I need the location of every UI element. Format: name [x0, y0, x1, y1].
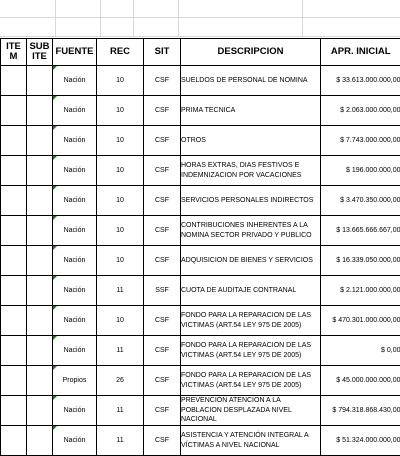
cell-sit[interactable]: [144, 306, 181, 336]
cell-apr-inicial[interactable]: [321, 366, 400, 396]
cell-descripcion-text: FONDO PARA LA REPARACION DE LAS VICTIMAS (ART.54 LEY 975 DE 2005): [181, 372, 311, 389]
table-row: [1, 276, 400, 306]
grid-line: [178, 0, 179, 36]
comment-indicator-icon: [53, 156, 57, 160]
cell-sit-text: CSF: [155, 407, 169, 414]
cell-apr-inicial[interactable]: [321, 426, 400, 456]
cell-apr-inicial-text: $ 13.665.666.667,00: [336, 227, 400, 234]
cell-descripcion[interactable]: [181, 396, 321, 426]
table-row: [1, 246, 400, 276]
cell-rec-text: 26: [116, 377, 124, 384]
cell-sit-text: CSF: [155, 377, 169, 384]
cell-sit[interactable]: [144, 246, 181, 276]
cell-descripcion[interactable]: [181, 126, 321, 156]
comment-indicator-icon: [53, 66, 57, 70]
cell-apr-inicial[interactable]: [321, 336, 400, 366]
cell-fuente-text: Nación: [64, 77, 86, 84]
cell-sit[interactable]: [144, 126, 181, 156]
cell-subitem[interactable]: [27, 366, 53, 396]
cell-subitem[interactable]: [27, 186, 53, 216]
cell-descripcion-text: ADQUISICION DE BIENES Y SERVICIOS: [181, 257, 313, 264]
cell-descripcion-text: ASISTENCIA Y ATENCIÓN INTEGRAL A VÍCTIMAS A NIVEL NACIONAL: [181, 432, 308, 449]
cell-fuente-text: Nación: [64, 227, 86, 234]
cell-apr-inicial-text: $ 7.743.000.000,00: [340, 137, 400, 144]
cell-apr-inicial-text: $ 3.470.350.000,00: [340, 197, 400, 204]
cell-sit[interactable]: [144, 426, 181, 456]
cell-rec-text: 10: [116, 227, 124, 234]
cell-rec[interactable]: [97, 366, 144, 396]
cell-rec-text: 10: [116, 77, 124, 84]
cell-rec-text: 10: [116, 137, 124, 144]
cell-fuente[interactable]: [53, 186, 97, 216]
cell-sit-text: CSF: [155, 347, 169, 354]
cell-sit[interactable]: [144, 216, 181, 246]
grid-line: [0, 36, 400, 37]
comment-indicator-icon: [53, 216, 57, 220]
table-row: [1, 126, 400, 156]
grid-line: [55, 0, 56, 36]
table-row: [1, 396, 400, 426]
cell-descripcion-text: FONDO PARA LA REPARACION DE LAS VICTIMAS (ART.54 LEY 975 DE 2005): [181, 342, 311, 359]
cell-sit-text: CSF: [155, 257, 169, 264]
comment-indicator-icon: [53, 336, 57, 340]
cell-descripcion[interactable]: [181, 96, 321, 126]
grid-line: [100, 0, 101, 36]
cell-descripcion-text: PREVENCIÓN ATENCION A LA POBLACION DESPLAZADA NIVEL NACIONAL: [181, 397, 292, 423]
cell-sit[interactable]: [144, 96, 181, 126]
cell-fuente[interactable]: [53, 396, 97, 426]
cell-sit-text: CSF: [155, 197, 169, 204]
cell-fuente-text: Propios: [63, 377, 87, 384]
cell-fuente[interactable]: [53, 216, 97, 246]
cell-item[interactable]: [1, 426, 27, 456]
cell-rec[interactable]: [97, 156, 144, 186]
cell-apr-inicial-text: $ 196.000.000,00: [346, 167, 400, 174]
cell-sit[interactable]: [144, 336, 181, 366]
cell-rec-text: 11: [116, 407, 123, 414]
cell-sit-text: CSF: [155, 317, 169, 324]
cell-descripcion-text: OTROS: [181, 137, 206, 144]
cell-sit-text: CSF: [155, 437, 169, 444]
cell-apr-inicial-text: $ 33.613.000.000,00: [336, 77, 400, 84]
cell-descripcion[interactable]: [181, 276, 321, 306]
cell-rec-text: 11: [116, 347, 123, 354]
cell-fuente-text: Nación: [64, 347, 86, 354]
cell-rec-text: 11: [116, 437, 123, 444]
cell-fuente-text: Nación: [64, 257, 86, 264]
cell-apr-inicial[interactable]: [321, 306, 400, 336]
comment-indicator-icon: [53, 276, 57, 280]
table-row: [1, 366, 400, 396]
cell-sit[interactable]: [144, 276, 181, 306]
cell-rec[interactable]: [97, 126, 144, 156]
cell-rec[interactable]: [97, 66, 144, 96]
cell-subitem[interactable]: [27, 156, 53, 186]
table-row: [1, 426, 400, 456]
cell-fuente-text: Nación: [64, 107, 86, 114]
cell-rec[interactable]: [97, 426, 144, 456]
cell-apr-inicial[interactable]: [321, 276, 400, 306]
cell-fuente[interactable]: [53, 156, 97, 186]
cell-sit-text: SSF: [155, 287, 169, 294]
table-row: [1, 306, 400, 336]
table-row: [1, 186, 400, 216]
cell-rec-text: 10: [116, 257, 124, 264]
cell-fuente-text: Nación: [64, 407, 86, 414]
cell-sit[interactable]: [144, 366, 181, 396]
cell-subitem[interactable]: [27, 66, 53, 96]
cell-sit-text: CSF: [155, 167, 169, 174]
comment-indicator-icon: [53, 396, 57, 400]
cell-sit[interactable]: [144, 66, 181, 96]
cell-subitem[interactable]: [27, 126, 53, 156]
cell-descripcion-text: CONTRIBUCIONES INHERENTES A LA NOMINA SECTOR PRIVADO Y PUBLICO: [181, 222, 312, 239]
cell-descripcion[interactable]: [181, 186, 321, 216]
cell-apr-inicial-text: $ 16.339.050.000,00: [336, 257, 400, 264]
header-sit[interactable]: SIT: [144, 39, 181, 66]
cell-item[interactable]: [1, 396, 27, 426]
cell-item[interactable]: [1, 246, 27, 276]
comment-indicator-icon: [53, 96, 57, 100]
cell-apr-inicial[interactable]: [321, 246, 400, 276]
cell-subitem[interactable]: [27, 246, 53, 276]
cell-descripcion-text: SERVICIOS PERSONALES INDIRECTOS: [181, 197, 313, 204]
table-row: [1, 156, 400, 186]
cell-item[interactable]: [1, 366, 27, 396]
grid-line: [302, 0, 303, 36]
header-descripcion[interactable]: DESCRIPCION: [181, 39, 321, 66]
cell-apr-inicial[interactable]: [321, 66, 400, 96]
cell-fuente-text: Nación: [64, 317, 86, 324]
cell-rec-text: 10: [116, 317, 124, 324]
cell-fuente-text: Nación: [64, 137, 86, 144]
cell-rec[interactable]: [97, 216, 144, 246]
cell-fuente[interactable]: [53, 306, 97, 336]
cell-apr-inicial[interactable]: [321, 216, 400, 246]
cell-fuente[interactable]: [53, 96, 97, 126]
budget-table: [0, 38, 400, 456]
cell-apr-inicial-text: $ 45.000.000.000,00: [336, 377, 400, 384]
cell-rec[interactable]: [97, 276, 144, 306]
cell-subitem[interactable]: [27, 336, 53, 366]
header-item[interactable]: ITE M: [1, 39, 27, 66]
cell-subitem[interactable]: [27, 276, 53, 306]
cell-sit[interactable]: [144, 186, 181, 216]
cell-fuente[interactable]: [53, 246, 97, 276]
cell-descripcion[interactable]: [181, 66, 321, 96]
cell-item[interactable]: [1, 186, 27, 216]
table-row: [1, 216, 400, 246]
cell-sit[interactable]: [144, 156, 181, 186]
cell-fuente[interactable]: [53, 66, 97, 96]
cell-descripcion[interactable]: [181, 336, 321, 366]
grid-line: [0, 17, 400, 18]
cell-subitem[interactable]: [27, 426, 53, 456]
header-row: [1, 39, 400, 66]
cell-apr-inicial-text: $ 51.324.000.000,00: [336, 437, 400, 444]
cell-apr-inicial[interactable]: [321, 156, 400, 186]
header-fuente[interactable]: FUENTE: [53, 39, 97, 66]
cell-descripcion-text: SUELDOS DE PERSONAL DE NOMINA: [181, 77, 308, 84]
cell-sit[interactable]: [144, 396, 181, 426]
cell-apr-inicial[interactable]: [321, 96, 400, 126]
cell-fuente-text: Nación: [64, 437, 86, 444]
cell-apr-inicial-text: $ 2.121.000.000,00: [340, 287, 400, 294]
header-apr-inicial[interactable]: APR. INICIAL: [321, 39, 400, 66]
header-rec[interactable]: REC: [97, 39, 144, 66]
cell-descripcion-text: CUOTA DE AUDITAJE CONTRANAL: [181, 287, 296, 294]
cell-rec-text: 10: [116, 167, 124, 174]
cell-rec-text: 10: [116, 197, 124, 204]
cell-fuente-text: Nación: [64, 167, 86, 174]
cell-rec[interactable]: [97, 396, 144, 426]
table-row: [1, 66, 400, 96]
cell-rec[interactable]: [97, 96, 144, 126]
cell-apr-inicial-text: $ 2.063.000.000,00: [340, 107, 400, 114]
cell-descripcion[interactable]: [181, 246, 321, 276]
cell-sit-text: CSF: [155, 137, 169, 144]
cell-rec[interactable]: [97, 186, 144, 216]
cell-rec-text: 11: [116, 287, 123, 294]
cell-apr-inicial-text: $ 0,00: [381, 347, 400, 354]
cell-item[interactable]: [1, 216, 27, 246]
cell-rec[interactable]: [97, 306, 144, 336]
table-row: [1, 336, 400, 366]
cell-sit-text: CSF: [155, 77, 169, 84]
cell-fuente[interactable]: [53, 426, 97, 456]
cell-item[interactable]: [1, 66, 27, 96]
cell-subitem[interactable]: [27, 396, 53, 426]
cell-item[interactable]: [1, 96, 27, 126]
cell-fuente-text: Nación: [64, 287, 86, 294]
cell-descripcion[interactable]: [181, 306, 321, 336]
cell-fuente[interactable]: [53, 276, 97, 306]
comment-indicator-icon: [53, 186, 57, 190]
cell-sit-text: CSF: [155, 107, 169, 114]
cell-fuente-text: Nación: [64, 197, 86, 204]
comment-indicator-icon: [53, 126, 57, 130]
comment-indicator-icon: [53, 246, 57, 250]
comment-indicator-icon: [53, 426, 57, 430]
cell-apr-inicial-text: $ 794.318.868.430,00: [332, 407, 400, 414]
cell-item[interactable]: [1, 126, 27, 156]
cell-rec[interactable]: [97, 246, 144, 276]
cell-subitem[interactable]: [27, 96, 53, 126]
cell-descripcion-text: FONDO PARA LA REPARACION DE LAS VICTIMAS (ART.54 LEY 975 DE 2005): [181, 312, 311, 329]
cell-item[interactable]: [1, 156, 27, 186]
cell-descripcion[interactable]: [181, 216, 321, 246]
comment-indicator-icon: [53, 366, 57, 370]
cell-subitem[interactable]: [27, 306, 53, 336]
cell-descripcion[interactable]: [181, 156, 321, 186]
cell-apr-inicial-text: $ 470.301.000.000,00: [332, 317, 400, 324]
cell-apr-inicial[interactable]: [321, 186, 400, 216]
header-subitem[interactable]: SUB ITE: [27, 39, 53, 66]
cell-rec[interactable]: [97, 336, 144, 366]
cell-descripcion-text: HORAS EXTRAS, DIAS FESTIVOS E INDEMNIZACION POR VACACIONES: [181, 162, 301, 179]
cell-item[interactable]: [1, 306, 27, 336]
cell-descripcion[interactable]: [181, 366, 321, 396]
table-row: [1, 96, 400, 126]
cell-item[interactable]: [1, 336, 27, 366]
table-body: [1, 66, 400, 456]
cell-apr-inicial[interactable]: [321, 396, 400, 426]
cell-item[interactable]: [1, 276, 27, 306]
cell-fuente[interactable]: [53, 366, 97, 396]
comment-indicator-icon: [53, 306, 57, 310]
cell-apr-inicial[interactable]: [321, 126, 400, 156]
cell-subitem[interactable]: [27, 216, 53, 246]
cell-descripcion[interactable]: [181, 426, 321, 456]
cell-rec-text: 10: [116, 107, 124, 114]
cell-fuente[interactable]: [53, 336, 97, 366]
grid-line: [133, 0, 134, 36]
cell-descripcion-text: PRIMA TECNICA: [181, 107, 235, 114]
cell-sit-text: CSF: [155, 227, 169, 234]
cell-fuente[interactable]: [53, 126, 97, 156]
